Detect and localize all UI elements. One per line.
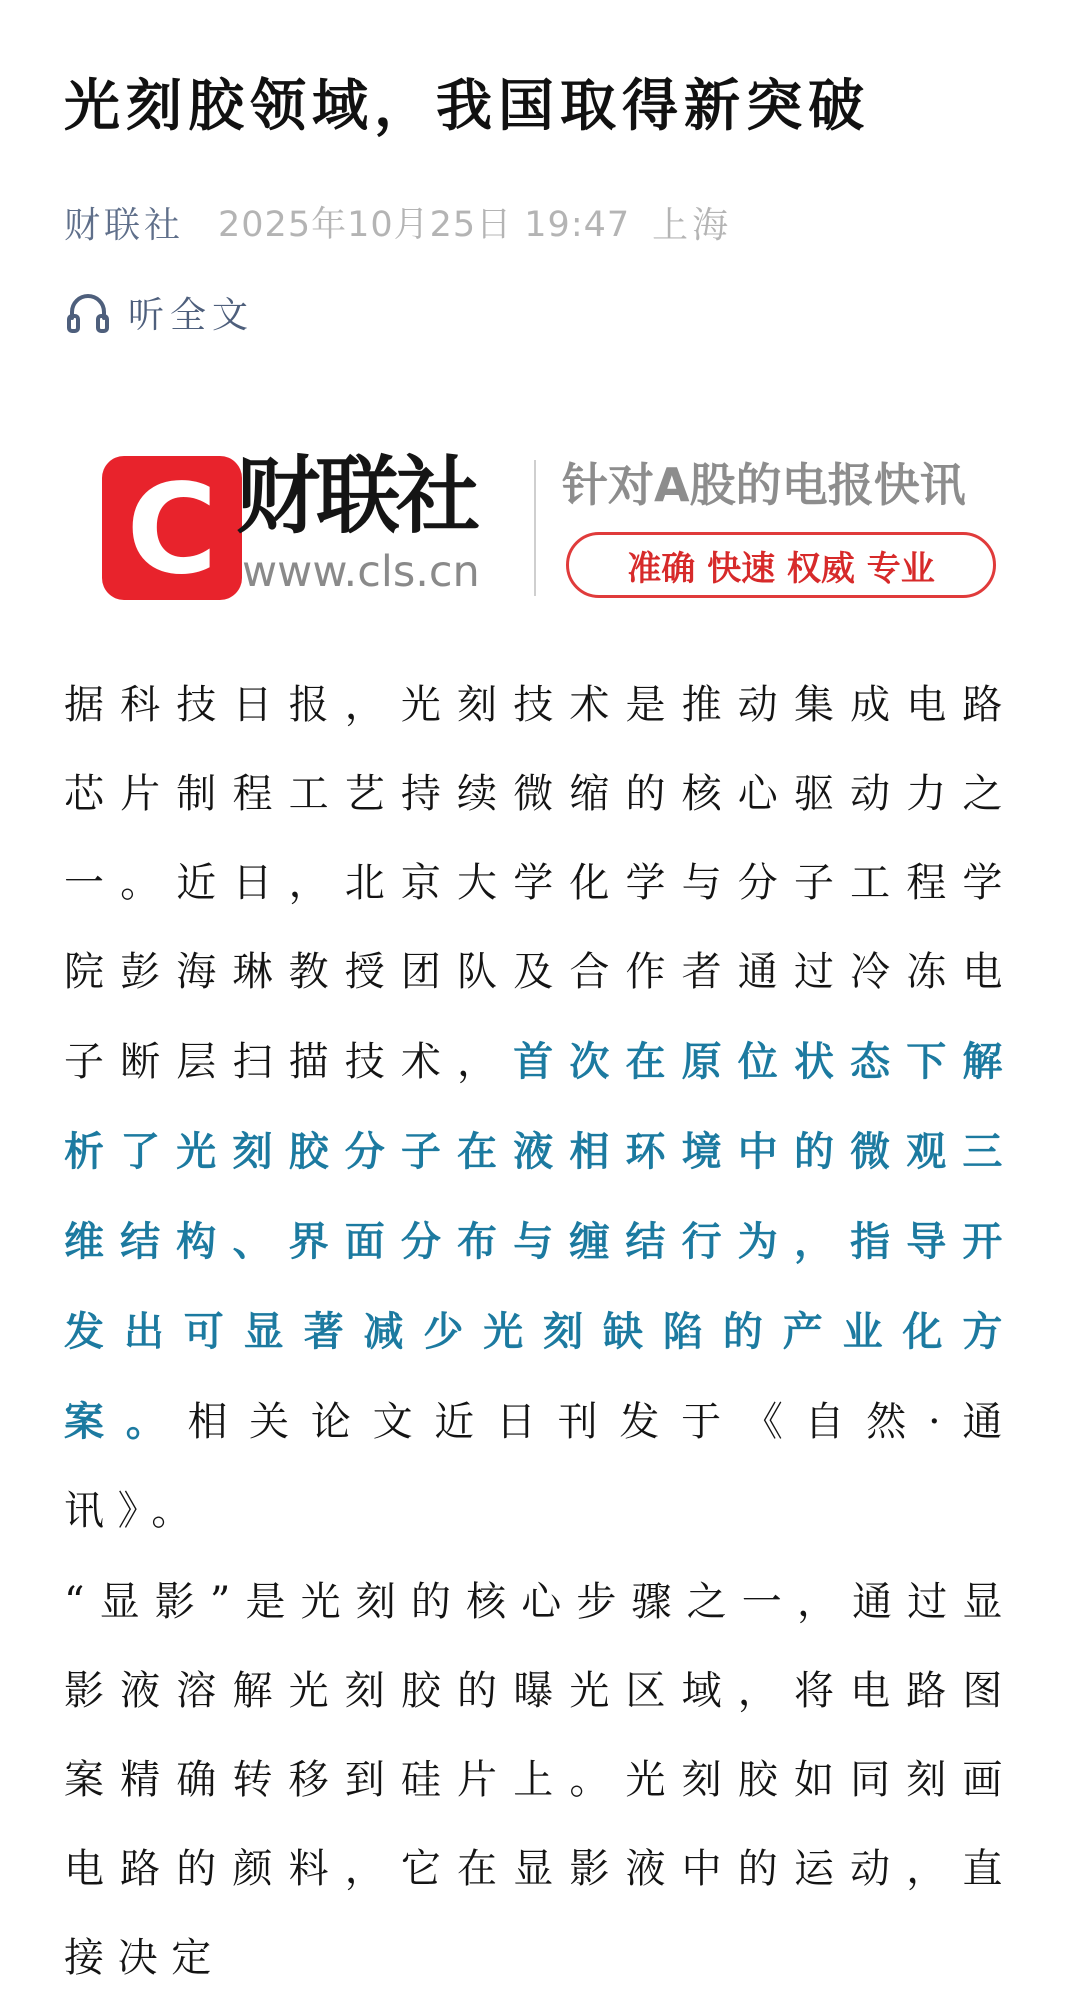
- article-paragraph-2: [64, 1558, 1016, 2003]
- logo-letter: C: [126, 458, 218, 602]
- paragraph-text: “显影”是光刻的核心步骤之一，通过显影液溶解光刻胶的曝光区域，将电路图案精确转移到硅片上。光刻胶如同刻画电路的颜料，它在显影液中的运动，直接决定: [64, 1579, 1016, 1981]
- banner-tags: 准确 快速 权威 专业: [566, 532, 996, 598]
- headphones-icon: [64, 288, 112, 336]
- cls-banner-image: [72, 440, 1012, 618]
- banner-divider: [534, 460, 536, 596]
- paragraph-text: 相关论文近日刊发于《自然·通讯》。: [64, 1399, 1017, 1534]
- listen-label: 听全文: [128, 294, 255, 336]
- highlighted-text: 首次在原位状态下解析了光刻胶分子在液相环境中的微观三维结构、界面分布与缠结行为，指导开发出可显著减少光刻缺陷的产业化方案。: [64, 1038, 1016, 1445]
- article-meta: [64, 196, 732, 248]
- article-title: 光刻胶领域，我国取得新突破: [64, 73, 870, 139]
- paragraph-text: 据科技日报，光刻技术是推动集成电路芯片制程工艺持续微缩的核心驱动力之一。近日，北京大学化学与分子工程学院彭海琳教授团队及合作者通过冷冻电子断层扫描技术，: [64, 682, 1016, 1085]
- article-datetime: 2025年10月25日 19:47: [218, 205, 631, 245]
- brand-url: www.cls.cn: [242, 547, 480, 597]
- cls-logo: [102, 456, 242, 600]
- article-source[interactable]: 财联社: [64, 204, 185, 246]
- banner-slogan: 针对A股的电报快讯: [562, 458, 966, 512]
- article-location: 上海: [652, 204, 733, 246]
- listen-full-text-button[interactable]: [64, 286, 254, 338]
- brand-name: 财联社: [236, 447, 477, 545]
- article-paragraph-1: [64, 661, 1016, 1556]
